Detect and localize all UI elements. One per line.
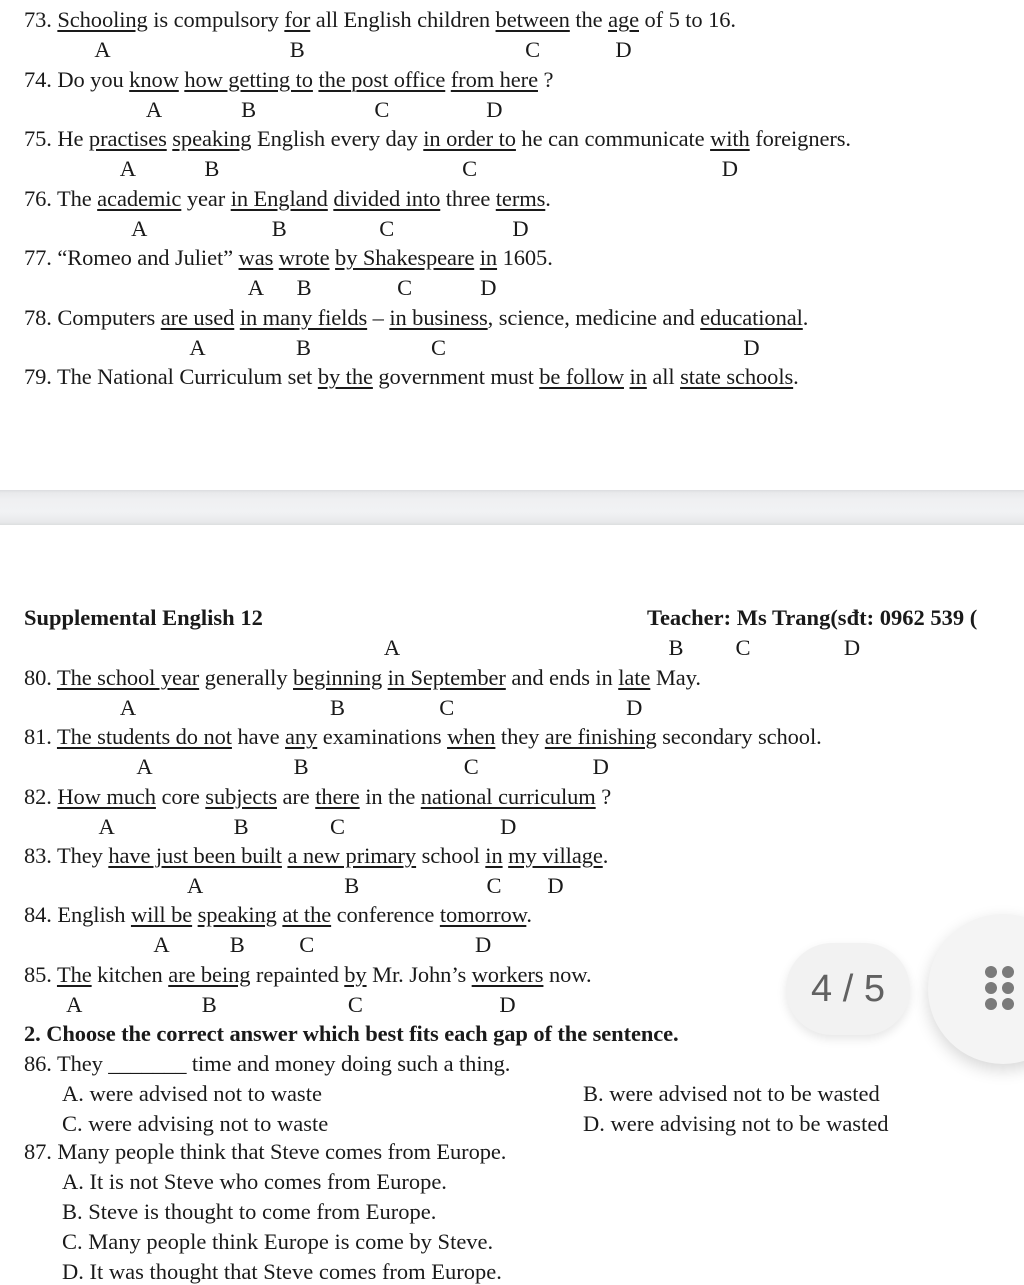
sentence-text: is compulsory	[147, 7, 285, 32]
answer-letter: C	[397, 275, 413, 300]
answer-letter: B	[296, 275, 312, 300]
sentence-text: English	[57, 902, 131, 928]
underlined-option-d: from here	[450, 66, 538, 92]
question-87-option-b: B. Steve is thought to come from Europe.	[62, 1199, 437, 1224]
answer-letter: A	[153, 932, 170, 958]
answer-letter: C	[486, 872, 502, 898]
sentence-text: “Romeo and Juliet”	[57, 245, 239, 270]
sentence-text: Do you	[57, 66, 130, 92]
question-78	[24, 305, 808, 331]
sentence-text: now.	[543, 961, 592, 987]
answer-letter: D	[500, 813, 517, 839]
sentence-text: government must	[372, 364, 540, 389]
question-number: 83.	[24, 842, 52, 868]
sentence-text: all	[646, 364, 681, 389]
answer-letter: D	[547, 872, 564, 898]
underlined-option-d: are finishing	[544, 724, 657, 750]
question-81	[24, 724, 822, 750]
underlined-option-b: a new primary	[287, 842, 417, 868]
sentence-text: year	[181, 185, 231, 211]
document-header-title: Supplemental English 12	[24, 605, 263, 630]
underlined-option-b: beginning	[293, 665, 383, 690]
underlined-option-a: by the	[317, 364, 373, 389]
sentence-text: Computers	[57, 304, 161, 330]
sentence-text: the	[569, 7, 609, 32]
answer-letter: B	[289, 37, 305, 62]
sentence-text: ?	[595, 783, 612, 809]
question-86-option-a: A. were advised not to waste	[62, 1081, 322, 1106]
answer-letter: D	[499, 991, 516, 1017]
answer-letter: C	[463, 754, 479, 780]
page-separator	[0, 490, 1024, 525]
grid-dots-icon	[985, 966, 1015, 1010]
question-number: 77.	[24, 245, 52, 270]
underlined-option-a: The	[56, 961, 92, 987]
answer-letter: C	[379, 215, 395, 241]
sentence-text: of 5 to 16.	[639, 7, 736, 32]
answer-letter-row	[0, 873, 1024, 899]
underlined-option-a: The school year	[56, 665, 200, 690]
answer-letter: A	[119, 695, 137, 720]
question-number: 84.	[24, 902, 52, 928]
sentence-text: all English children	[310, 7, 496, 32]
answer-letter: D	[592, 754, 609, 780]
underlined-option-a: will be	[130, 902, 193, 928]
sentence-text: kitchen	[91, 961, 169, 987]
underlined-option-c: by	[344, 961, 367, 987]
underlined-option-b: for	[284, 7, 311, 32]
answer-letter: D	[721, 156, 738, 181]
underlined-option-d: age	[608, 7, 639, 32]
answer-letter: C	[329, 813, 345, 839]
sentence-text: May.	[650, 665, 701, 690]
sentence-text: secondary school.	[656, 724, 822, 750]
answer-letter: B	[271, 215, 287, 241]
answer-letter: B	[204, 156, 220, 181]
sentence-text: core	[155, 783, 206, 809]
sentence-text: they	[495, 724, 545, 750]
question-79	[24, 364, 799, 390]
question-number: 73.	[24, 7, 52, 32]
document-page-3	[0, 0, 1024, 490]
answer-letter: A	[186, 872, 204, 898]
sentence-text: generally	[199, 665, 294, 690]
answer-letter: D	[512, 215, 529, 241]
question-number: 78.	[24, 304, 52, 330]
answer-letter: D	[743, 334, 760, 360]
underlined-option-a: The students do not	[56, 724, 232, 750]
answer-letter: B	[233, 813, 249, 839]
underlined-option-a: practises	[88, 126, 167, 151]
answer-letter: B	[330, 695, 346, 720]
question-86-option-b: B. were advised not to be wasted	[583, 1081, 880, 1106]
question-86-option-d: D. were advising not to be wasted	[583, 1111, 889, 1136]
underlined-option-c: the post office	[318, 66, 446, 92]
answer-letter-row	[0, 814, 1024, 840]
answer-letter-row	[0, 37, 1024, 63]
answer-letter-row	[0, 695, 1024, 721]
question-76	[24, 186, 551, 212]
underlined-option-d: workers	[471, 961, 544, 987]
sentence-text: The National Curriculum set	[56, 364, 318, 389]
sentence-text: –	[367, 304, 390, 330]
sentence-text: .	[802, 304, 809, 330]
question-number: 85.	[24, 961, 52, 987]
underlined-option-d: in	[479, 245, 498, 270]
underlined-option-b: subjects	[205, 783, 277, 809]
answer-letter: A	[136, 754, 153, 780]
sentence-text: .	[526, 902, 532, 928]
question-82	[24, 784, 611, 810]
underlined-option-b: wrote	[278, 245, 330, 270]
question-77	[24, 245, 553, 271]
question-86-stem: 86. They _______ time and money doing such a thing.	[24, 1051, 511, 1076]
answer-letter: A	[119, 156, 136, 181]
answer-letter: D	[480, 275, 497, 300]
underlined-option-b: speaking	[172, 126, 252, 151]
answer-letter-row	[0, 335, 1024, 361]
answer-letter: D	[843, 635, 861, 660]
sentence-text: The	[56, 185, 98, 211]
answer-letter: C	[735, 635, 751, 660]
answer-letter: C	[439, 695, 455, 720]
question-number: 81.	[24, 724, 52, 750]
answer-letter-row	[0, 156, 1024, 182]
question-83	[24, 843, 608, 869]
question-80	[24, 665, 701, 691]
answer-letter: A	[94, 37, 111, 62]
answer-letter: A	[131, 215, 148, 241]
question-87-option-c: C. Many people think Europe is come by Steve.	[62, 1229, 494, 1254]
document-header-teacher: Teacher: Ms Trang(sđt: 0962 539 (	[647, 605, 978, 630]
underlined-option-b: be follow	[539, 364, 624, 389]
sentence-text: repainted	[250, 961, 345, 987]
underlined-option-a: have just been built	[108, 842, 282, 868]
answer-letter-row	[0, 754, 1024, 780]
underlined-option-c: between	[495, 7, 570, 32]
page-indicator[interactable]: 4 / 5	[786, 943, 910, 1035]
answer-letter: B	[229, 932, 245, 958]
underlined-option-c: divided into	[333, 185, 441, 211]
underlined-option-a: Schooling	[57, 7, 148, 32]
question-number: 74.	[24, 66, 52, 92]
question-number: 75.	[24, 126, 52, 151]
underlined-option-d: national curriculum	[420, 783, 596, 809]
underlined-option-b: in England	[230, 185, 328, 211]
sentence-text: They	[56, 842, 109, 868]
answer-letter: C	[462, 156, 478, 181]
underlined-option-b: any	[285, 724, 318, 750]
question-84	[24, 902, 532, 928]
sentence-text: ?	[537, 66, 554, 92]
answer-letter: D	[626, 695, 643, 720]
answer-letter: C	[299, 932, 315, 958]
underlined-option-b: are being	[168, 961, 251, 987]
answer-letter: B	[344, 872, 360, 898]
underlined-option-c: in	[485, 842, 503, 868]
underlined-option-a: was	[238, 245, 274, 270]
sentence-text: .	[545, 185, 551, 211]
document-page-4	[0, 525, 1024, 1284]
underlined-option-d: terms	[495, 185, 546, 211]
answer-letter-row	[0, 635, 1024, 661]
answer-letter: A	[189, 334, 206, 360]
underlined-option-d: my village	[508, 842, 603, 868]
sentence-text: .	[602, 842, 609, 868]
answer-letter: C	[430, 334, 446, 360]
sentence-text: school	[416, 842, 486, 868]
sentence-text: and ends in	[505, 665, 619, 690]
sentence-text: have	[231, 724, 286, 750]
answer-letter: D	[615, 37, 632, 62]
sentence-text: three	[440, 185, 496, 211]
question-87-option-d: D. It was thought that Steve comes from Europe.	[62, 1259, 502, 1284]
underlined-option-d: state schools	[680, 364, 794, 389]
sentence-text: are	[277, 783, 316, 809]
question-number: 80.	[24, 665, 52, 690]
question-75	[24, 126, 851, 152]
answer-letter: A	[145, 96, 163, 122]
question-87-option-a: A. It is not Steve who comes from Europe.	[62, 1169, 447, 1194]
question-number: 76.	[24, 185, 52, 211]
underlined-option-a: are used	[160, 304, 235, 330]
sentence-text: , science, medicine and	[487, 304, 701, 330]
underlined-option-b: in many fields	[239, 304, 368, 330]
question-number: 82.	[24, 783, 52, 809]
sentence-text: He	[57, 126, 89, 151]
underlined-option-c: when	[447, 724, 496, 750]
underlined-option-d: late	[618, 665, 651, 690]
question-86-option-c: C. were advising not to waste	[62, 1111, 329, 1136]
sentence-text: Mr. John’s	[366, 961, 472, 987]
sentence-text: conference	[331, 902, 440, 928]
underlined-option-c: by Shakespeare	[335, 245, 475, 270]
question-73	[24, 7, 736, 33]
answer-letter: A	[383, 635, 401, 660]
underlined-option-a: academic	[97, 185, 182, 211]
underlined-option-b: speaking	[197, 902, 277, 928]
answer-letter: B	[293, 754, 309, 780]
underlined-option-c: in September	[387, 665, 506, 690]
answer-letter-row	[0, 275, 1024, 301]
question-74	[24, 67, 553, 93]
underlined-option-c: in order to	[423, 126, 516, 151]
underlined-option-c: in	[629, 364, 647, 389]
underlined-option-a: know	[129, 66, 179, 92]
underlined-option-a: How much	[57, 783, 156, 809]
answer-letter: C	[525, 37, 541, 62]
answer-letter: B	[201, 991, 217, 1017]
sentence-text: .	[793, 364, 799, 389]
answer-letter: A	[98, 813, 115, 839]
sentence-text: in the	[359, 783, 421, 809]
answer-letter: D	[474, 932, 492, 958]
sentence-text: English every day	[251, 126, 424, 151]
question-number: 79.	[24, 364, 52, 389]
underlined-option-c: in business	[389, 304, 488, 330]
answer-letter: A	[66, 991, 83, 1017]
question-85	[24, 962, 591, 988]
underlined-option-d: tomorrow	[439, 902, 527, 928]
answer-letter: C	[374, 96, 390, 122]
answer-letter: B	[295, 334, 311, 360]
underlined-option-c: there	[315, 783, 360, 809]
answer-letter: D	[486, 96, 503, 122]
sentence-text: 1605.	[497, 245, 553, 270]
underlined-option-d: educational	[700, 304, 803, 330]
underlined-option-b: how getting to	[184, 66, 313, 92]
sentence-text: foreigners.	[749, 126, 851, 151]
answer-letter-row	[0, 216, 1024, 242]
answer-letter: B	[241, 96, 257, 122]
sentence-text: examinations	[317, 724, 448, 750]
underlined-option-d: with	[710, 126, 750, 151]
section-2-title: 2. Choose the correct answer which best fits each gap of the sentence.	[24, 1021, 679, 1046]
answer-letter: B	[668, 635, 684, 660]
underlined-option-c: at the	[282, 902, 332, 928]
question-87-stem: 87. Many people think that Steve comes from Europe.	[24, 1139, 507, 1164]
answer-letter: C	[347, 991, 363, 1017]
answer-letter-row	[0, 97, 1024, 123]
answer-letter: A	[247, 275, 265, 300]
sentence-text: he can communicate	[515, 126, 711, 151]
